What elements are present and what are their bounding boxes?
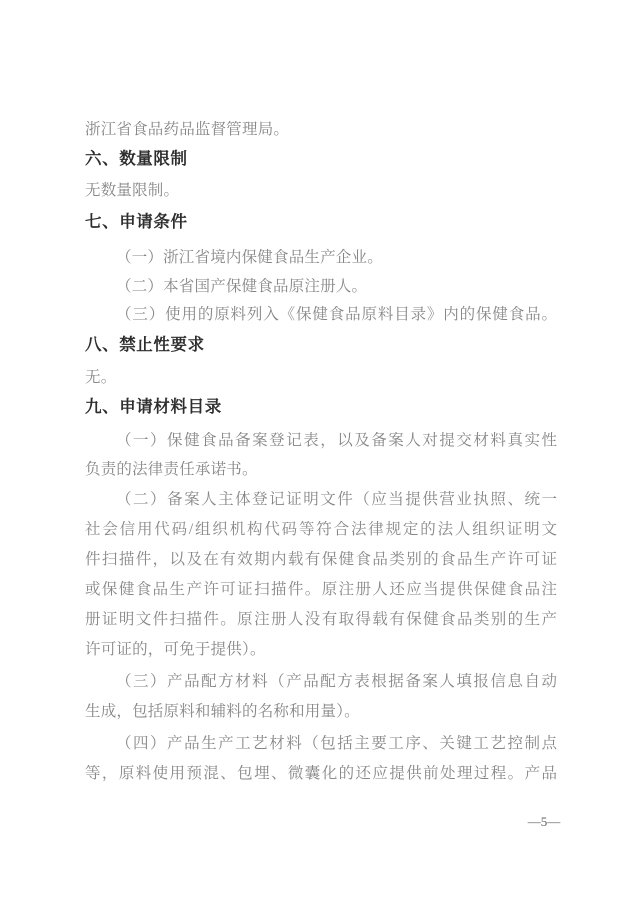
doc-line: （二）本省国产保健食品原注册人。 xyxy=(116,278,368,295)
doc-line: 无。 xyxy=(85,369,117,386)
doc-line: 无数量限制。 xyxy=(85,182,180,199)
doc-line: 浙江省食品药品监督管理局。 xyxy=(85,121,290,138)
doc-line: 件扫描件，以及在有效期内载有保健食品类别的食品生产许可证 xyxy=(85,551,557,568)
doc-line: 社会信用代码/组织机构代码等符合法律规定的法人组织证明文 xyxy=(85,521,557,538)
section-heading: 七、申请条件 xyxy=(85,213,188,231)
doc-line: 生成，包括原料和辅料的名称和用量）。 xyxy=(85,703,360,720)
doc-line: 等，原料使用预混、包埋、微囊化的还应提供前处理过程。产品 xyxy=(85,765,557,782)
doc-line: （四）产品生产工艺材料（包括主要工序、关键工艺控制点 xyxy=(116,735,557,752)
doc-line: 册证明文件扫描件。原注册人没有取得载有保健食品类别的生产 xyxy=(85,611,557,628)
doc-line: 负责的法律责任承诺书。 xyxy=(85,461,258,478)
doc-line: （三）产品配方材料（产品配方表根据备案人填报信息自动 xyxy=(116,673,557,690)
page-number: —5— xyxy=(527,814,561,829)
doc-line: （二）备案人主体登记证明文件（应当提供营业执照、统一 xyxy=(116,491,557,508)
doc-line: （一）浙江省境内保健食品生产企业。 xyxy=(116,249,383,266)
doc-line: 许可证的，可免于提供）。 xyxy=(85,641,266,658)
section-heading: 八、禁止性要求 xyxy=(85,336,205,354)
section-heading: 六、数量限制 xyxy=(85,150,188,168)
doc-line: （一）保健食品备案登记表，以及备案人对提交材料真实性 xyxy=(116,432,557,449)
doc-line: （三）使用的原料列入《保健食品原料目录》内的保健食品。 xyxy=(116,306,557,323)
doc-line: 或保健食品生产许可证扫描件。原注册人还应当提供保健食品注 xyxy=(85,581,557,598)
section-heading: 九、申请材料目录 xyxy=(85,398,222,416)
